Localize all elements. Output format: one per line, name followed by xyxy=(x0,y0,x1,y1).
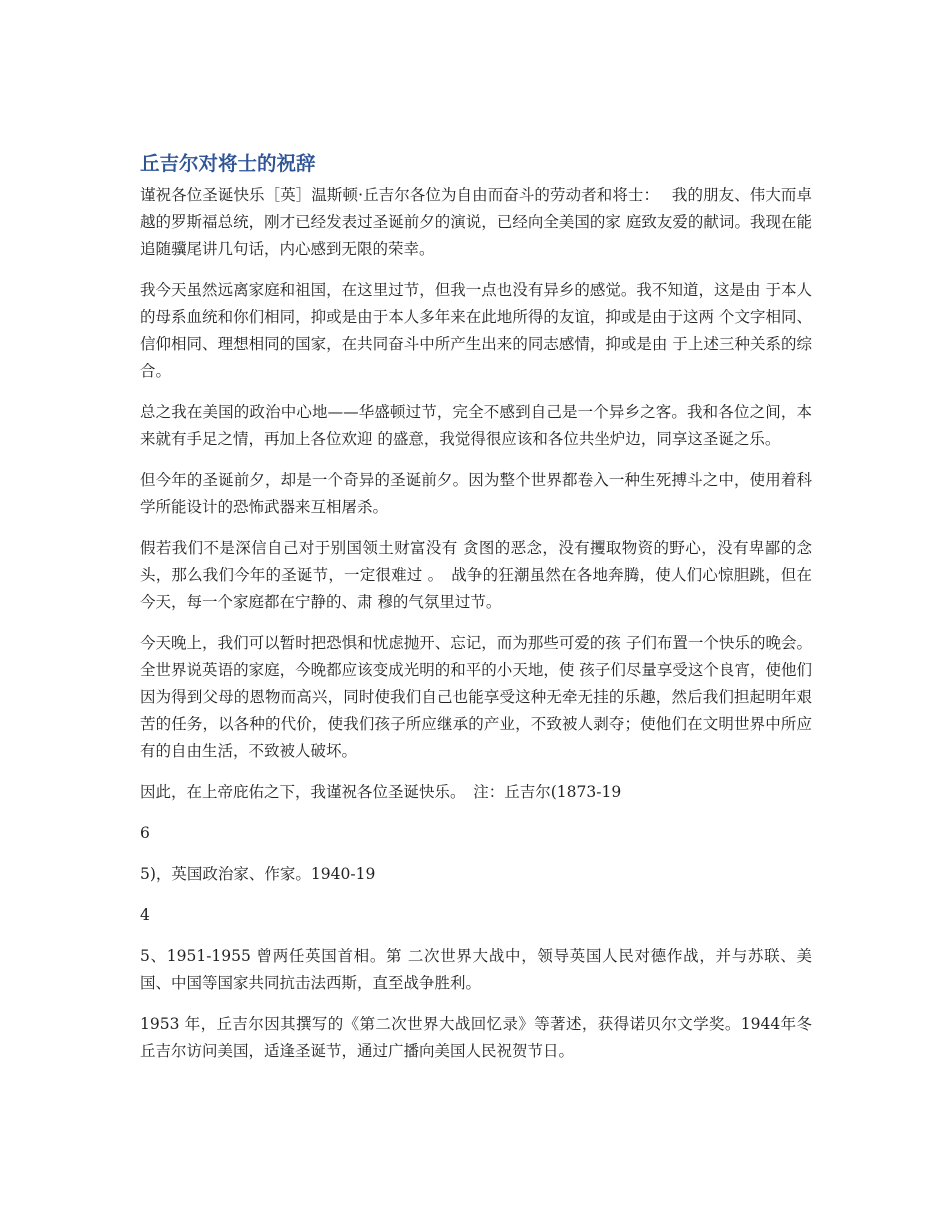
paragraph-fragment-4: 4 xyxy=(140,906,150,924)
paragraph-blessing-note: 因此，在上帝庇佑之下，我谨祝各位圣诞快乐。 注：丘吉尔(1873-19 xyxy=(140,783,622,801)
paragraph-homeland: 我今天虽然远离家庭和祖国，在这里过节，但我一点也没有异乡的感觉。我不知道，这是由 于本人的母系血统和你们相同，抑或是由于本人多年来在此地所得的友谊，抑或是由于这两 个文字相同、信仰相同、理想相同的国家，在共同奋斗中所产生出来的同志感情，抑或是由 于上述三种关系的综合。 xyxy=(140,281,812,380)
paragraph-nobel: 1953 年，丘吉尔因其撰写的《第二次世界大战回忆录》等著述，获得诺贝尔文学奖。1944年冬丘吉尔访问美国，适逢圣诞节，通过广播向美国人民祝贺节日。 xyxy=(140,1015,812,1060)
paragraph-biography-1: 5)，英国政治家、作家。1940-19 xyxy=(140,865,376,883)
paragraph-fragment-6: 6 xyxy=(140,824,150,842)
paragraph-biography-2: 5、1951-1955 曾两任英国首相。第 二次世界大战中，领导英国人民对德作战，并与苏联、美国、中国等国家共同抗击法西斯，直至战争胜利。 xyxy=(140,947,812,992)
document-page xyxy=(140,149,812,1079)
paragraph-tonight: 今天晚上，我们可以暂时把恐惧和忧虑抛开、忘记，而为那些可爱的孩 子们布置一个快乐的晚会。全世界说英语的家庭，今晚都应该变成光明的和平的小天地，使 孩子们尽量享受这个良宵，使他们因为得到父母的恩物而高兴，同时使我们自己也能享受这种无牵无挂的乐趣，然后我们担起明年艰苦的任务，以各种的代价，使我们孩子所应继承的产业，不致被人剥夺；使他们在文明世界中所应有的自由生活，不致被人破坏。 xyxy=(140,634,812,760)
paragraph-war: 假若我们不是深信自己对于别国领土财富没有 贪图的恶念，没有攫取物资的野心，没有卑鄙的念头，那么我们今年的圣诞节，一定很难过 。 战争的狂潮虽然在各地奔腾，使人们心惊胆跳，但在今天，每一个家庭都在宁静的、肃 穆的气氛里过节。 xyxy=(140,539,812,611)
document-title: 丘吉尔对将士的祝辞 xyxy=(140,152,316,175)
paragraph-christmas-eve: 但今年的圣诞前夕，却是一个奇异的圣诞前夕。因为整个世界都卷入一种生死搏斗之中，使用着科学所能设计的恐怖武器来互相屠杀。 xyxy=(140,471,812,516)
paragraph-greeting: 谨祝各位圣诞快乐［英］温斯顿·丘吉尔各位为自由而奋斗的劳动者和将士： 我的朋友、伟大而卓越的罗斯福总统，刚才已经发表过圣诞前夕的演说，已经向全美国的家 庭致友爱的献词。我现在能追随骥尾讲几句话，内心感到无限的荣幸。 xyxy=(140,186,812,258)
paragraph-washington: 总之我在美国的政治中心地——华盛顿过节，完全不感到自己是一个异乡之客。我和各位之间，本来就有手足之情，再加上各位欢迎 的盛意，我觉得很应该和各位共坐炉边，同享这圣诞之乐。 xyxy=(140,403,812,448)
